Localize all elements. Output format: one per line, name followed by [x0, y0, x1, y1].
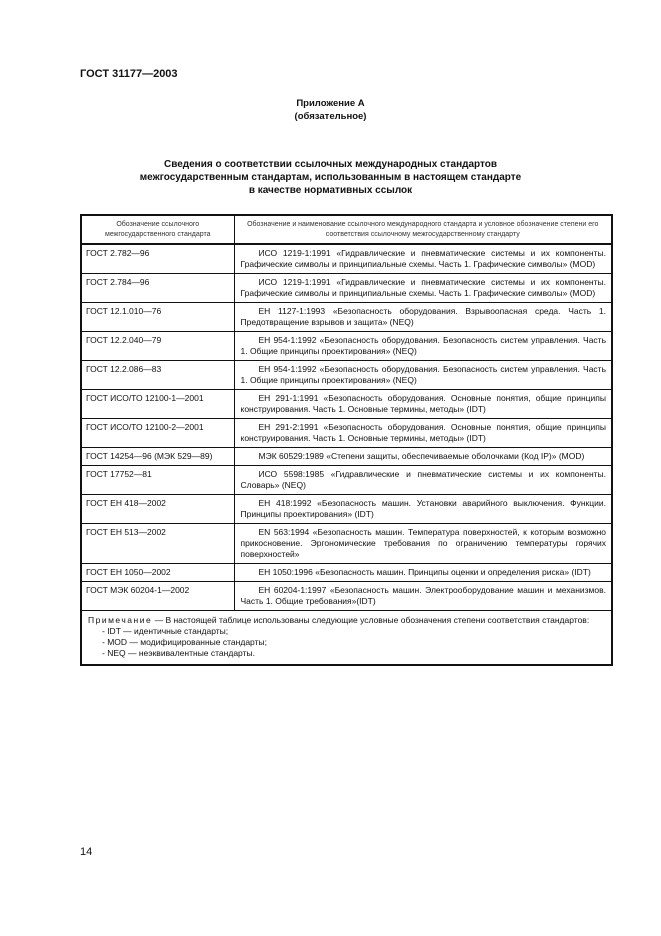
international-standard-reference [234, 564, 612, 582]
reference-text: ЕН 954-1:1992 «Безопасность оборудования. Безопасность систем управления. Часть 1. Общие принципы проектирования» (NEQ) [240, 335, 606, 356]
standard-designation: ГОСТ ИСО/ТО 12100-1—2001 [81, 390, 234, 419]
international-standard-reference [234, 303, 612, 332]
title-line: в качестве нормативных ссылок [248, 185, 413, 196]
international-standard-reference [234, 244, 612, 274]
standard-designation: ГОСТ МЭК 60204-1—2002 [81, 582, 234, 611]
column-header-designation: Обозначение ссылочного межгосударственного стандарта [81, 215, 234, 244]
table-row [81, 495, 612, 524]
international-standard-reference [234, 582, 612, 611]
note-label: Примечание [88, 615, 153, 625]
reference-text: ИСО 1219-1:1991 «Гидравлические и пневматические системы и их компоненты. Графические символы и принципиальные схемы. Часть 1. Графические символы» (MOD) [240, 248, 606, 269]
standards-correspondence-table [80, 214, 613, 666]
document-code: ГОСТ 31177—2003 [80, 68, 178, 80]
table-row [81, 524, 612, 564]
table-row [81, 361, 612, 390]
international-standard-reference [234, 332, 612, 361]
international-standard-reference [234, 361, 612, 390]
standard-designation: ГОСТ 2.782—96 [81, 244, 234, 274]
reference-text: ЕН 1050:1996 «Безопасность машин. Принципы оценки и определения риска» (IDT) [258, 567, 591, 577]
page-number: 14 [80, 846, 93, 858]
table-row [81, 448, 612, 466]
standard-designation: ГОСТ 12.2.086—83 [81, 361, 234, 390]
standard-designation: ГОСТ 12.1.010—76 [81, 303, 234, 332]
appendix-status: (обязательное) [294, 111, 367, 122]
international-standard-reference [234, 448, 612, 466]
standard-designation: ГОСТ ЕН 418—2002 [81, 495, 234, 524]
reference-text: ЕН 291-1:1991 «Безопасность оборудования. Основные понятия, общие принципы конструирования. Часть 1. Основные термины, методы» (IDT) [240, 393, 606, 414]
table-header-row [81, 215, 612, 244]
reference-text: ЕН 418:1992 «Безопасность машин. Установки аварийного выключения. Функции. Принципы проектирования» (IDT) [240, 498, 606, 519]
reference-text: ЕН 1127-1:1993 «Безопасность оборудования. Взрывоопасная среда. Часть 1. Предотвращение взрывов и защита» (NEQ) [240, 306, 606, 327]
international-standard-reference [234, 390, 612, 419]
table-row [81, 466, 612, 495]
standard-designation: ГОСТ ЕН 1050—2002 [81, 564, 234, 582]
reference-text: ИСО 1219-1:1991 «Гидравлические и пневматические системы и их компоненты. Графические символы и принципиальные схемы. Часть 1. Графические символы» (MOD) [240, 277, 606, 298]
note-body: — В настоящей таблице использованы следующие условные обозначения степени соответствия стандартов: [154, 615, 590, 625]
standard-designation: ГОСТ 17752—81 [81, 466, 234, 495]
title-line: Сведения о соответствии ссылочных международных стандартов [163, 159, 498, 170]
international-standard-reference [234, 466, 612, 495]
reference-text: ИСО 5598:1985 «Гидравлические и пневматические системы и их компоненты. Словарь» (NEQ) [240, 469, 606, 490]
table-row [81, 419, 612, 448]
note-item: - MOD — модифицированные стандарты; [102, 637, 267, 647]
table-note [81, 611, 612, 666]
note-row [81, 611, 612, 666]
standard-designation: ГОСТ ЕН 513—2002 [81, 524, 234, 564]
standard-designation: ГОСТ 2.784—96 [81, 274, 234, 303]
table-row [81, 564, 612, 582]
table-row [81, 303, 612, 332]
reference-text: ЕН 291-2:1991 «Безопасность оборудования. Основные понятия, общие принципы конструирования. Часть 1. Основные термины, методы» (IDT) [240, 422, 606, 443]
reference-text: ЕН 60204-1:1997 «Безопасность машин. Электрооборудование машин и механизмов. Часть 1. Общие требования»(IDT) [240, 585, 606, 606]
table-row [81, 390, 612, 419]
table-row [81, 244, 612, 274]
standard-designation: ГОСТ 14254—96 (МЭК 529—89) [81, 448, 234, 466]
table-row [81, 582, 612, 611]
note-item: - NEQ — неэквивалентные стандарты. [102, 648, 255, 658]
international-standard-reference [234, 274, 612, 303]
column-header-reference: Обозначение и наименование ссылочного международного стандарта и условное обозначение степени его соответствия ссылочному межгосударственному стандарту [234, 215, 612, 244]
note-item: - IDT — идентичные стандарты; [102, 626, 229, 636]
standard-designation: ГОСТ ИСО/ТО 12100-2—2001 [81, 419, 234, 448]
title-line: межгосударственным стандартам, использованным в настоящем стандарте [139, 172, 522, 183]
appendix-label: Приложение А [296, 98, 365, 109]
note-text [88, 615, 605, 626]
international-standard-reference [234, 495, 612, 524]
international-standard-reference [234, 524, 612, 564]
table-row [81, 332, 612, 361]
reference-text: EN 563:1994 «Безопасность машин. Температура поверхностей, к которым возможно прикосновение. Эргономические требования по ограничению температуры горячих поверхностей» [240, 527, 606, 559]
table-title [0, 158, 661, 197]
reference-text: МЭК 60529:1989 «Степени защиты, обеспечиваемые оболочками (Код IP)» (MOD) [258, 451, 585, 461]
reference-text: ЕН 954-1:1992 «Безопасность оборудования. Безопасность систем управления. Часть 1. Общие принципы проектирования» (NEQ) [240, 364, 606, 385]
appendix-heading [0, 97, 661, 123]
international-standard-reference [234, 419, 612, 448]
standard-designation: ГОСТ 12.2.040—79 [81, 332, 234, 361]
table-row [81, 274, 612, 303]
